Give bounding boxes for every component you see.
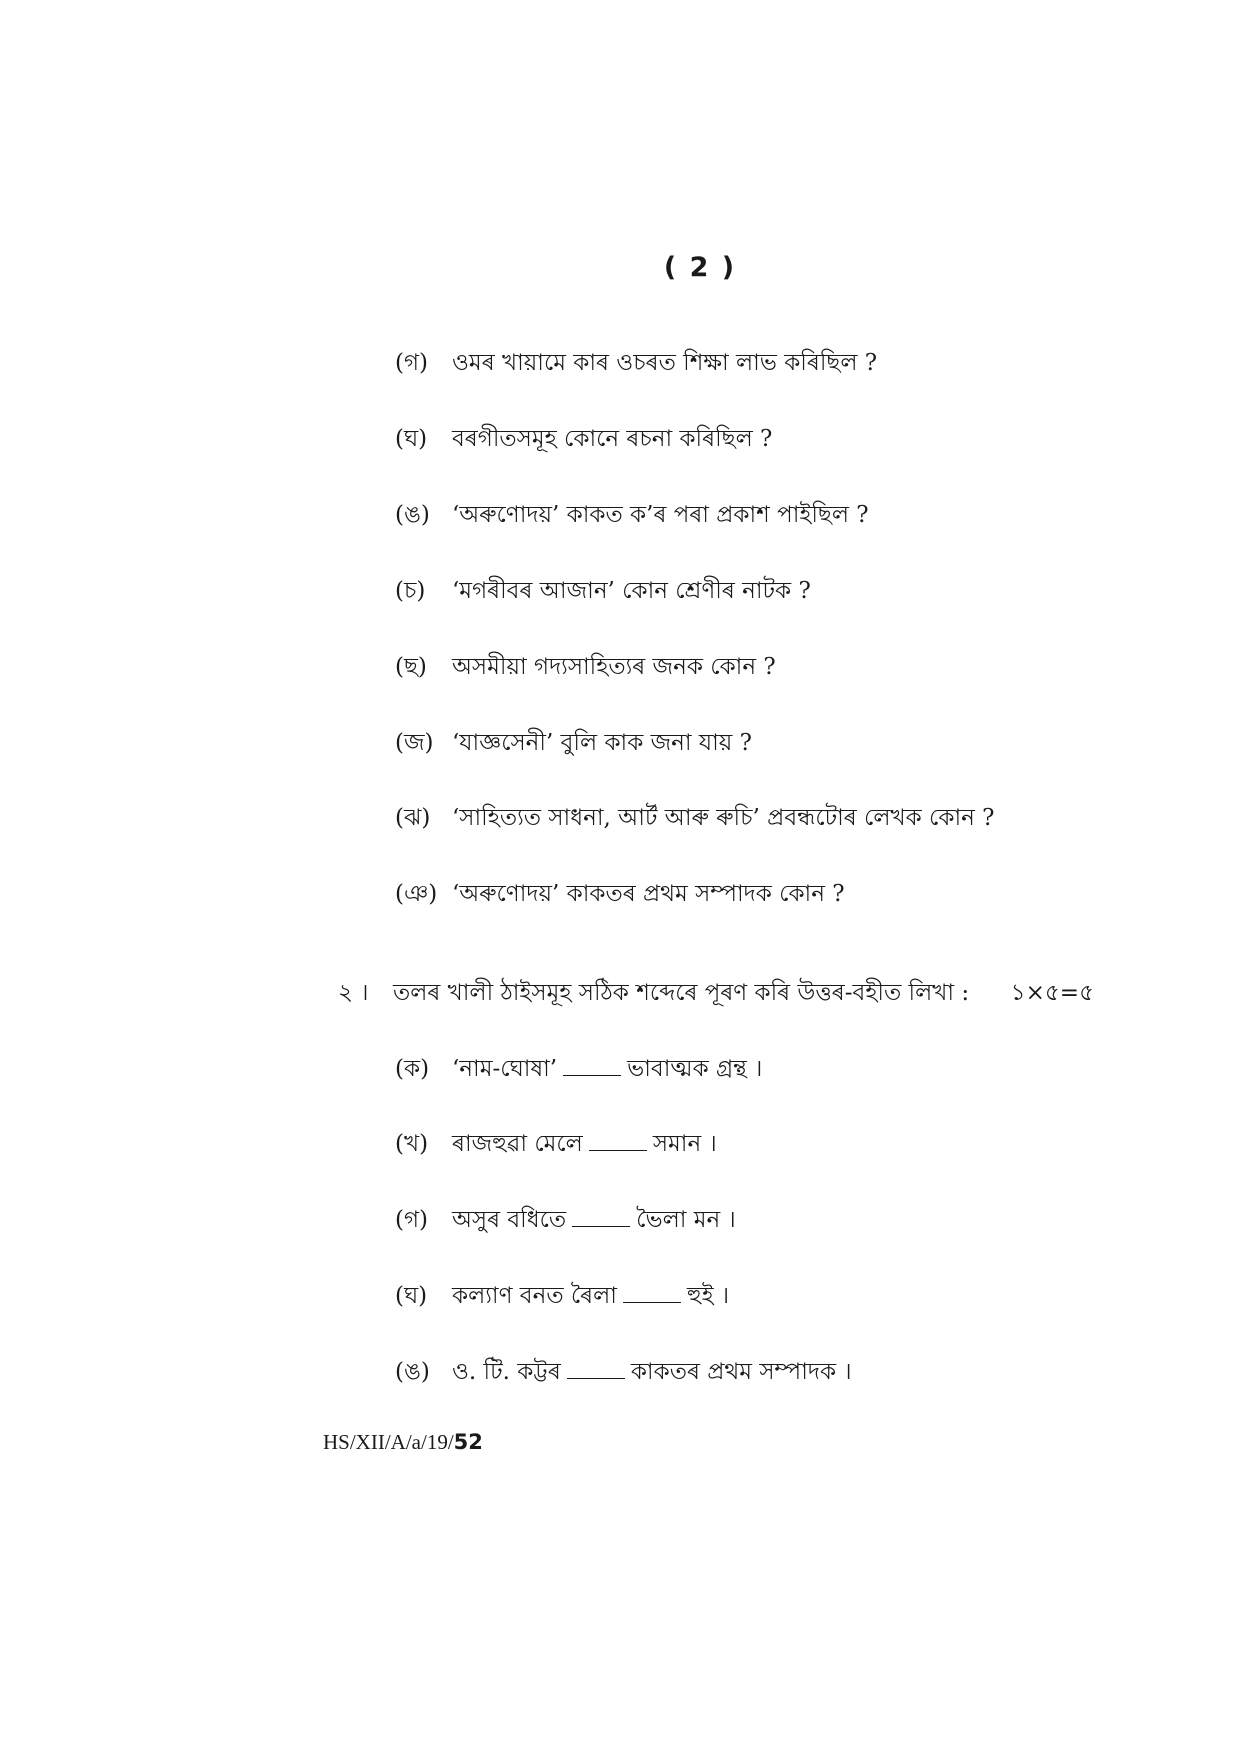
item-text-before: ও. টি. কট্টৰ: [452, 1359, 561, 1385]
question-label: (ছ): [395, 654, 427, 680]
fill-blank-item: [395, 1281, 729, 1311]
item-label: (গ): [395, 1207, 429, 1233]
item-label: (ঙ): [395, 1359, 430, 1385]
question-item: [395, 348, 877, 378]
question-label: (ঝ): [395, 805, 431, 831]
question-item: [395, 500, 869, 530]
question-item: [395, 803, 995, 833]
blank-line: [567, 1360, 625, 1379]
section-number: ২ ।: [338, 980, 369, 1006]
paper-code-suffix: 52: [453, 1430, 483, 1454]
fill-blank-item: [395, 1357, 852, 1387]
item-text-after: ভৈলা মন ।: [636, 1207, 736, 1233]
fill-blank-item: [395, 1054, 762, 1084]
question-item: [395, 576, 811, 606]
paper-code-prefix: HS/XII/A/a/19/: [323, 1430, 454, 1454]
item-text-after: কাকতৰ প্ৰথম সম্পাদক ।: [630, 1359, 852, 1385]
question-item: [395, 879, 845, 909]
question-label: (গ): [395, 350, 429, 376]
item-text-after: ভাবাত্মক গ্ৰন্থ ।: [627, 1056, 763, 1082]
blank-line: [572, 1208, 630, 1227]
blank-line: [589, 1132, 647, 1151]
question-label: (চ): [395, 578, 426, 604]
page-number: ( 2 ): [663, 252, 737, 283]
question-text: ‘অৰুণোদয়’ কাকত ক’ৰ পৰা প্ৰকাশ পাইছিল ?: [452, 502, 869, 528]
section-2-heading: [338, 978, 1094, 1008]
item-text-before: অসুৰ বধিতে: [452, 1207, 567, 1233]
question-text: ওমৰ খায়ামে কাৰ ওচৰত শিক্ষা লাভ কৰিছিল ?: [452, 350, 878, 376]
question-label: (ঙ): [395, 502, 430, 528]
fill-blank-item: [395, 1205, 736, 1235]
item-label: (ক): [395, 1056, 430, 1082]
question-text: অসমীয়া গদ্যসাহিত্যৰ জনক কোন ?: [452, 654, 776, 680]
question-item: [395, 652, 776, 682]
question-text: ‘সাহিত্যত সাধনা, আৰ্ট আৰু ৰুচি’ প্ৰবন্ধটোৰ লেখক কোন ?: [452, 805, 995, 831]
item-label: (খ): [395, 1131, 429, 1157]
item-text-before: ‘নাম-ঘোষা’: [452, 1056, 558, 1082]
item-text-before: ৰাজহুৱা মেলে: [452, 1131, 583, 1157]
question-text: ‘অৰুণোদয়’ কাকতৰ প্ৰথম সম্পাদক কোন ?: [452, 881, 845, 907]
section-instruction: তলৰ খালী ঠাইসমূহ সঠিক শব্দেৰে পূৰণ কৰি উত্তৰ-বহীত লিখা :: [393, 980, 970, 1006]
fill-blank-item: [395, 1129, 717, 1159]
section-marks: ১×৫=৫: [1010, 980, 1094, 1006]
blank-line: [563, 1057, 621, 1076]
item-text-after: সমান ।: [652, 1131, 717, 1157]
question-label: (ঘ): [395, 426, 428, 452]
item-label: (ঘ): [395, 1283, 428, 1309]
question-item: [395, 424, 772, 454]
question-label: (জ): [395, 730, 434, 756]
question-text: ‘যাজ্ঞসেনী’ বুলি কাক জনা যায় ?: [452, 730, 752, 756]
question-label: (ঞ): [395, 881, 438, 907]
item-text-after: হুই ।: [686, 1283, 730, 1309]
question-text: বৰগীতসমূহ কোনে ৰচনা কৰিছিল ?: [452, 426, 773, 452]
paper-code: [323, 1430, 483, 1455]
blank-line: [623, 1284, 681, 1303]
question-item: [395, 728, 752, 758]
question-text: ‘মগৰীবৰ আজান’ কোন শ্ৰেণীৰ নাটক ?: [452, 578, 811, 604]
item-text-before: কল্যাণ বনত ৰৈলা: [452, 1283, 617, 1309]
